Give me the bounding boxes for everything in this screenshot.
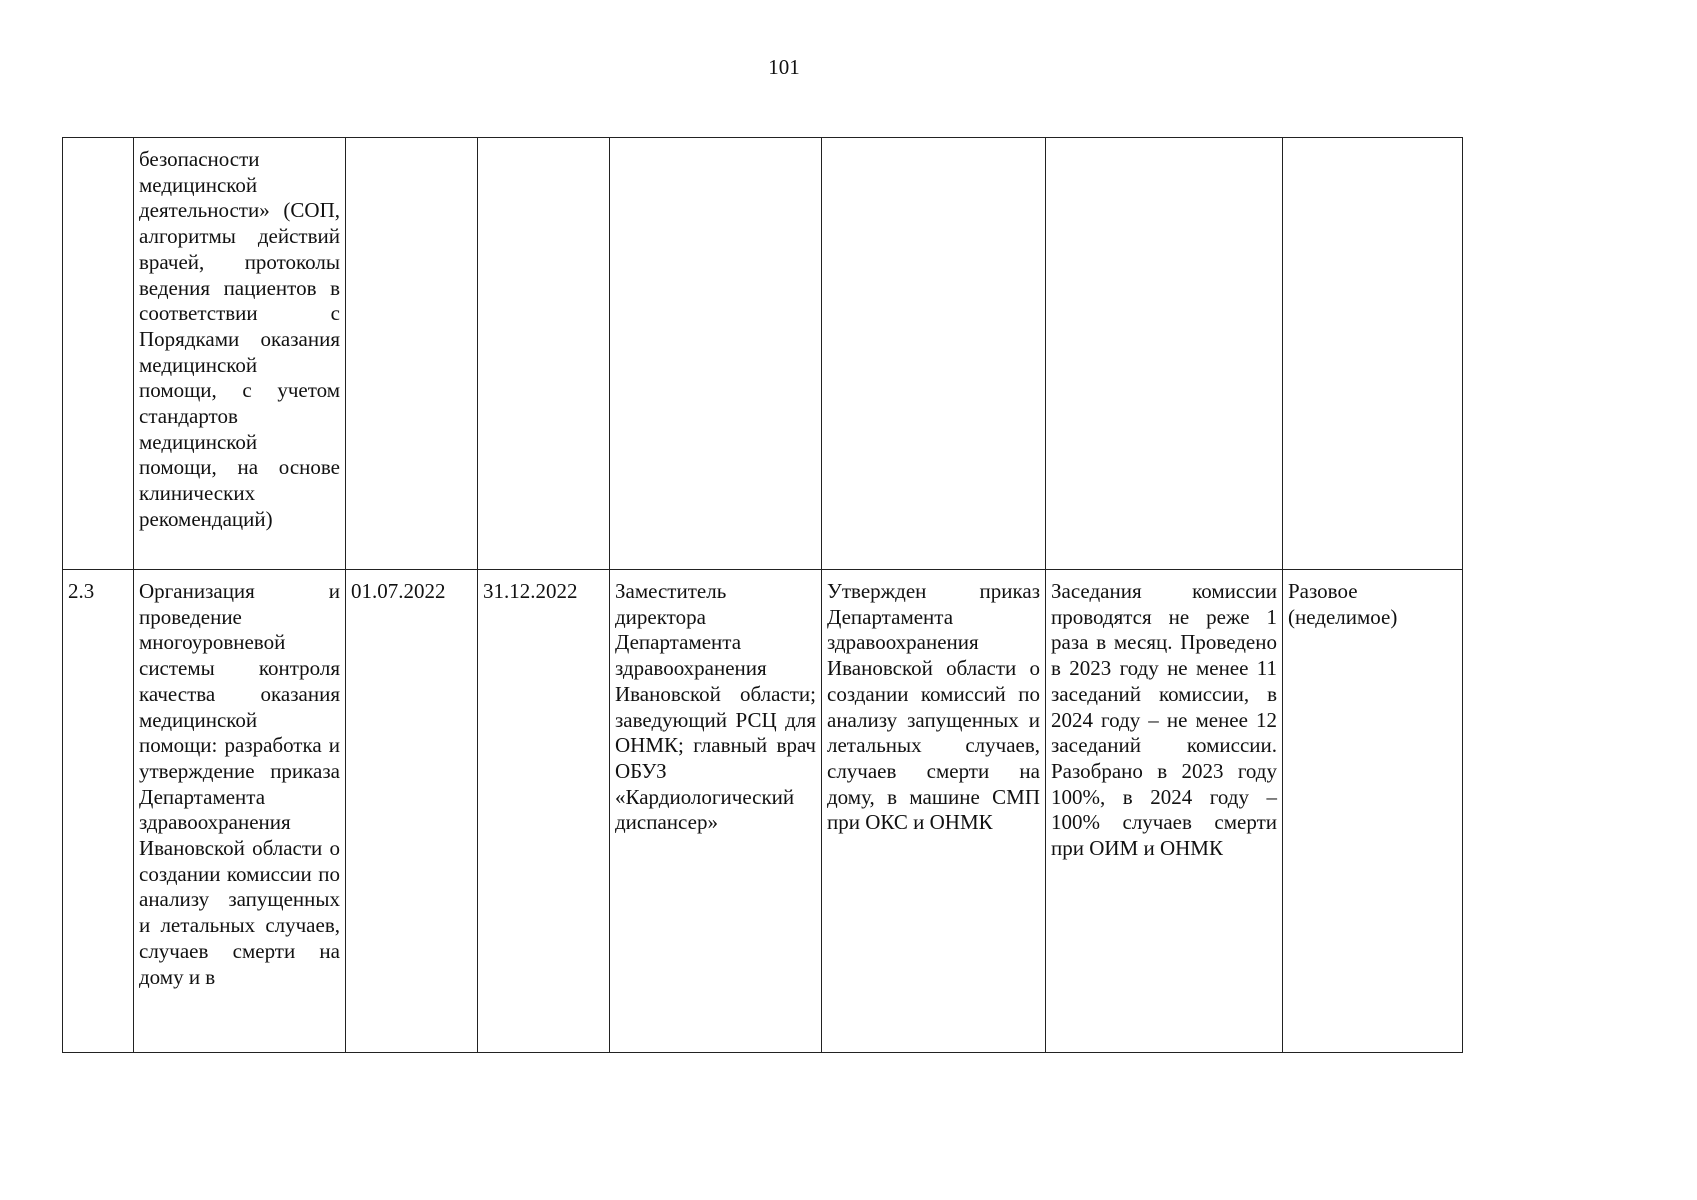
- cell-number: 2.3: [63, 570, 134, 1053]
- cell-indicator: [1046, 138, 1283, 570]
- table-row: [63, 138, 1463, 570]
- cell-responsible: [610, 138, 822, 570]
- page-number: 101: [768, 55, 800, 79]
- cell-action: Организация и проведение многоуровневой системы контроля качества оказания медицинской помощи: разработка и утверждение приказа Департамента здравоохранения Ивановской области о создании комиссии по анализу запущенных и летальных случаев, случаев смерти на дому и в: [134, 570, 346, 1053]
- table-row: [63, 570, 1463, 1053]
- cell-type: [1283, 138, 1463, 570]
- cell-number: [63, 138, 134, 570]
- cell-result: Утвержден приказ Департамента здравоохранения Ивановской области о создании комиссий по анализу запущенных и летальных случаев, случаев смерти на дому, в машине СМП при ОКС и ОНМК: [822, 570, 1046, 1053]
- cell-type: Разовое (неделимое): [1283, 570, 1463, 1053]
- cell-end-date: [478, 138, 610, 570]
- cell-indicator: Заседания комиссии проводятся не реже 1 раза в месяц. Проведено в 2023 году не менее 11 заседаний комиссии, в 2024 году – не менее 12 заседаний комиссии. Разобрано в 2023 году 100%, в 2024 году – 100% случаев смерти при ОИМ и ОНМК: [1046, 570, 1283, 1053]
- cell-result: [822, 138, 1046, 570]
- cell-start-date: 01.07.2022: [346, 570, 478, 1053]
- cell-action: безопасности медицинской деятельности» (СОП, алгоритмы действий врачей, протоколы ведения пациентов в соответствии с Порядками оказания медицинской помощи, с учетом стандартов медицинской помощи, на основе клинических рекомендаций): [134, 138, 346, 570]
- cell-end-date: 31.12.2022: [478, 570, 610, 1053]
- cell-responsible: Заместитель директора Департамента здравоохранения Ивановской области; заведующий РСЦ для ОНМК; главный врач ОБУЗ «Кардиологический диспансер»: [610, 570, 822, 1053]
- action-plan-table: [62, 137, 1463, 1053]
- cell-start-date: [346, 138, 478, 570]
